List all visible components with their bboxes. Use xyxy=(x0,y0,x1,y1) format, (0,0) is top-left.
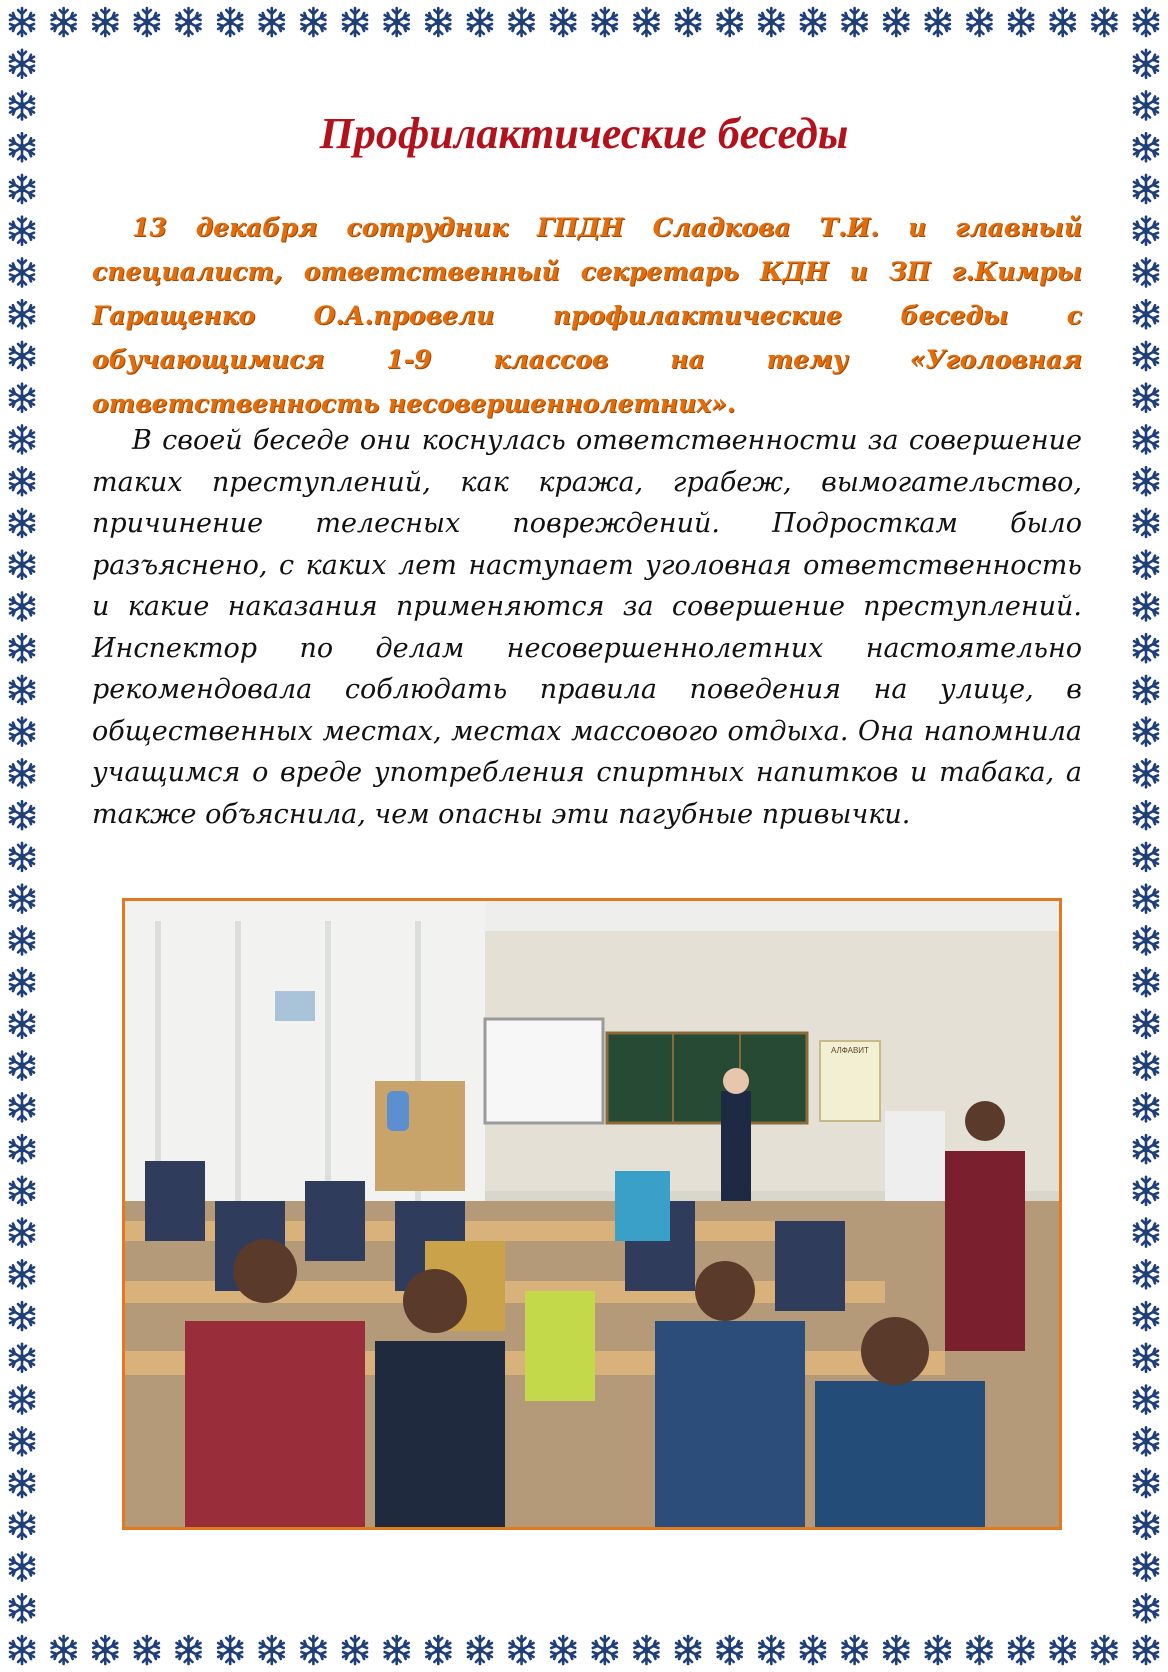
snowflake-icon xyxy=(260,1636,284,1664)
snowflake-icon xyxy=(801,1636,825,1664)
snowflake-icon xyxy=(1009,1636,1033,1664)
snowflake-icon xyxy=(10,1302,34,1330)
snowflake-icon xyxy=(593,8,617,36)
snowflake-icon xyxy=(1134,467,1158,495)
snowflake-icon xyxy=(1134,509,1158,537)
snowflake-icon xyxy=(1134,1260,1158,1288)
snowflake-icon xyxy=(10,1219,34,1247)
snowflake-icon xyxy=(93,1636,117,1664)
snowflake-icon xyxy=(551,8,575,36)
snowflake-icon xyxy=(676,1636,700,1664)
snowflake-icon xyxy=(301,8,325,36)
snowflake-icon xyxy=(1134,384,1158,412)
classroom-photo xyxy=(122,898,1062,1530)
snowflake-icon xyxy=(1134,885,1158,913)
snowflake-icon xyxy=(1051,1636,1075,1664)
snowflake-icon xyxy=(10,425,34,453)
snowflake-icon xyxy=(1134,1052,1158,1080)
snowflake-icon xyxy=(10,1553,34,1581)
snowflake-icon xyxy=(1134,634,1158,662)
snowflake-icon xyxy=(1134,342,1158,370)
snowflake-icon xyxy=(10,467,34,495)
snowflake-icon xyxy=(426,8,450,36)
snowflake-icon xyxy=(1092,1636,1116,1664)
snowflake-icon xyxy=(135,1636,159,1664)
snowflake-icon xyxy=(884,1636,908,1664)
snowflake-icon xyxy=(1134,175,1158,203)
snowflake-icon xyxy=(10,384,34,412)
snowflake-icon xyxy=(1134,300,1158,328)
snowflake-icon xyxy=(884,8,908,36)
snowflake-icon xyxy=(10,1010,34,1038)
snowflake-icon xyxy=(1134,1553,1158,1581)
snowflake-icon xyxy=(1134,968,1158,996)
snowflake-icon xyxy=(218,1636,242,1664)
snowflake-icon xyxy=(1092,8,1116,36)
snowflake-icon xyxy=(10,509,34,537)
snowflake-icon xyxy=(1134,1344,1158,1372)
snowflake-icon xyxy=(926,1636,950,1664)
snowflake-icon xyxy=(10,258,34,286)
snowflake-icon xyxy=(385,8,409,36)
snowflake-icon xyxy=(967,1636,991,1664)
snowflake-icon xyxy=(1134,843,1158,871)
snowflake-icon xyxy=(1134,8,1158,36)
snowflake-icon xyxy=(676,8,700,36)
snowflake-icon xyxy=(343,8,367,36)
snowflake-icon xyxy=(10,801,34,829)
snowflake-icon xyxy=(1134,926,1158,954)
snowflake-icon xyxy=(10,300,34,328)
snowflake-icon xyxy=(1134,258,1158,286)
snowflake-icon xyxy=(52,8,76,36)
snowflake-icon xyxy=(10,926,34,954)
snowflake-icon xyxy=(10,1594,34,1622)
snowflake-icon xyxy=(10,217,34,245)
snowflake-icon xyxy=(967,8,991,36)
snowflake-icon xyxy=(301,1636,325,1664)
snowflake-icon xyxy=(634,8,658,36)
poster-text: АЛФАВИТ xyxy=(831,1046,869,1055)
snowflake-icon xyxy=(593,1636,617,1664)
snowflake-icon xyxy=(10,1469,34,1497)
snowflake-icon xyxy=(634,1636,658,1664)
snowflake-icon xyxy=(926,8,950,36)
snowflake-icon xyxy=(343,1636,367,1664)
snowflake-icon xyxy=(1134,425,1158,453)
snowflake-icon xyxy=(10,1135,34,1163)
snowflake-icon xyxy=(759,8,783,36)
snowflake-icon xyxy=(10,592,34,620)
snowflake-icon xyxy=(10,50,34,78)
snowflake-icon xyxy=(1134,676,1158,704)
snowflake-icon xyxy=(1134,1135,1158,1163)
snowflake-icon xyxy=(10,1052,34,1080)
snowflake-icon xyxy=(1134,592,1158,620)
snowflake-icon xyxy=(1134,217,1158,245)
snowflake-icon xyxy=(10,1093,34,1121)
snowflake-icon xyxy=(10,968,34,996)
snowflake-icon xyxy=(10,551,34,579)
snowflake-icon xyxy=(10,634,34,662)
snowflake-icon xyxy=(1134,1427,1158,1455)
snowflake-icon xyxy=(1134,801,1158,829)
snowflake-icon xyxy=(10,759,34,787)
snowflake-icon xyxy=(93,8,117,36)
snowflake-icon xyxy=(10,1260,34,1288)
snowflake-icon xyxy=(10,676,34,704)
snowflake-icon xyxy=(177,1636,201,1664)
snowflake-icon xyxy=(1134,1302,1158,1330)
snowflake-icon xyxy=(1134,1594,1158,1622)
snowflake-icon xyxy=(1134,1386,1158,1414)
snowflake-icon xyxy=(1134,1219,1158,1247)
lead-paragraph: 13 декабря сотрудник ГПДН Сладкова Т.И. и главный специалист, ответственный секретарь КДН и ЗП г.Кимры Гаращенко О.А.провели профилактические беседы с обучающимися 1-9 классов на тему «Уголовная ответственность несовершеннолетних». xyxy=(92,213,1082,418)
snowflake-icon xyxy=(1009,8,1033,36)
snowflake-icon xyxy=(510,1636,534,1664)
snowflake-icon xyxy=(1134,1010,1158,1038)
snowflake-icon xyxy=(10,1177,34,1205)
snowflake-icon xyxy=(1134,718,1158,746)
snowflake-icon xyxy=(10,175,34,203)
snowflake-icon xyxy=(1134,1093,1158,1121)
snowflake-icon xyxy=(718,8,742,36)
snowflake-icon xyxy=(801,8,825,36)
snowflake-icon xyxy=(1134,50,1158,78)
snowflake-icon xyxy=(10,885,34,913)
snowflake-icon xyxy=(468,8,492,36)
snowflake-icon xyxy=(551,1636,575,1664)
snowflake-icon xyxy=(10,1344,34,1372)
snowflake-icon xyxy=(135,8,159,36)
snowflake-icon xyxy=(468,1636,492,1664)
snowflake-icon xyxy=(759,1636,783,1664)
snowflake-icon xyxy=(10,843,34,871)
snowflake-icon xyxy=(10,718,34,746)
snowflake-icon xyxy=(52,1636,76,1664)
snowflake-icon xyxy=(718,1636,742,1664)
snowflake-icon xyxy=(10,1386,34,1414)
snowflake-icon xyxy=(1134,1636,1158,1664)
snowflake-icon xyxy=(10,1427,34,1455)
snowflake-icon xyxy=(843,1636,867,1664)
snowflake-icon xyxy=(385,1636,409,1664)
snowflake-icon xyxy=(1134,551,1158,579)
snowflake-icon xyxy=(426,1636,450,1664)
snowflake-icon xyxy=(10,342,34,370)
snowflake-icon xyxy=(10,1511,34,1539)
snowflake-icon xyxy=(510,8,534,36)
snowflake-icon xyxy=(218,8,242,36)
snowflake-icon xyxy=(1051,8,1075,36)
snowflake-icon xyxy=(177,8,201,36)
snowflake-icon xyxy=(1134,1469,1158,1497)
snowflake-icon xyxy=(1134,1511,1158,1539)
snowflake-icon xyxy=(260,8,284,36)
snowflake-icon xyxy=(10,8,34,36)
page-title: Профилактические беседы xyxy=(319,109,849,158)
snowflake-icon xyxy=(10,1636,34,1664)
snowflake-icon xyxy=(843,8,867,36)
body-paragraph: В своей беседе они коснулась ответственности за совершение таких преступлений, как кража, грабеж, вымогательство, причинение телесных повреждений. Подросткам было разъяснено, с каких лет наступает уголовная ответственность и какие наказания применяются за совершение преступлений. Инспектор по делам несовершеннолетних настоятельно рекомендовала соблюдать правила поведения на улице, в общественных местах, местах массового отдыха. Она напомнила учащимся о вреде употребления спиртных напитков и табака, а также объяснила, чем опасны эти пагубные привычки. xyxy=(92,425,1082,830)
snowflake-icon xyxy=(1134,759,1158,787)
snowflake-icon xyxy=(1134,1177,1158,1205)
